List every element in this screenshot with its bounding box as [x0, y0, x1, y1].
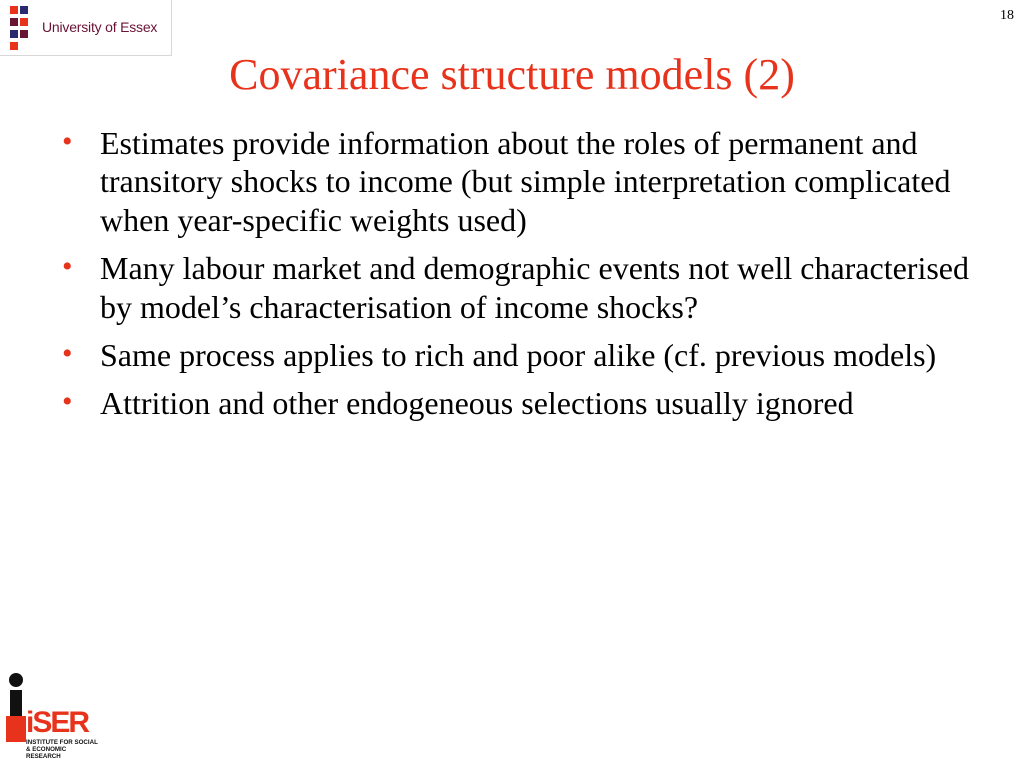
iser-logo	[4, 672, 104, 764]
university-of-essex-logo	[0, 0, 172, 56]
iser-figure-icon	[4, 672, 28, 742]
bullet-item	[58, 124, 978, 239]
bullet-marker-icon: •	[62, 125, 73, 158]
slide-number: 18	[1000, 8, 1014, 23]
iser-logo-subtitle: INSTITUTE FOR SOCIAL & ECONOMIC RESEARCH	[26, 739, 98, 760]
bullet-text: Attrition and other endogeneous selections usually ignored	[100, 385, 854, 422]
bullet-item	[58, 336, 978, 374]
bullet-text: Same process applies to rich and poor alike (cf. previous models)	[100, 336, 937, 373]
bullet-marker-icon: •	[62, 250, 73, 284]
university-name: University of Essex	[42, 19, 158, 35]
bullet-marker-icon: •	[62, 336, 73, 370]
bullet-item	[58, 384, 978, 422]
iser-logo-text: iSER	[26, 706, 89, 739]
slide-title: Covariance structure models (2)	[229, 50, 795, 99]
essex-logo-mark-icon	[8, 4, 38, 52]
bullet-marker-icon: •	[62, 385, 73, 419]
bullet-item	[58, 249, 978, 326]
bullet-text: Estimates provide information about the roles of permanent and transitory shocks to income (but simple interpretation complicated when year-specific weights used)	[100, 125, 951, 238]
bullet-text: Many labour market and demographic events not well characterised by model’s characterisation of income shocks?	[100, 250, 969, 325]
bullet-list	[58, 124, 978, 433]
